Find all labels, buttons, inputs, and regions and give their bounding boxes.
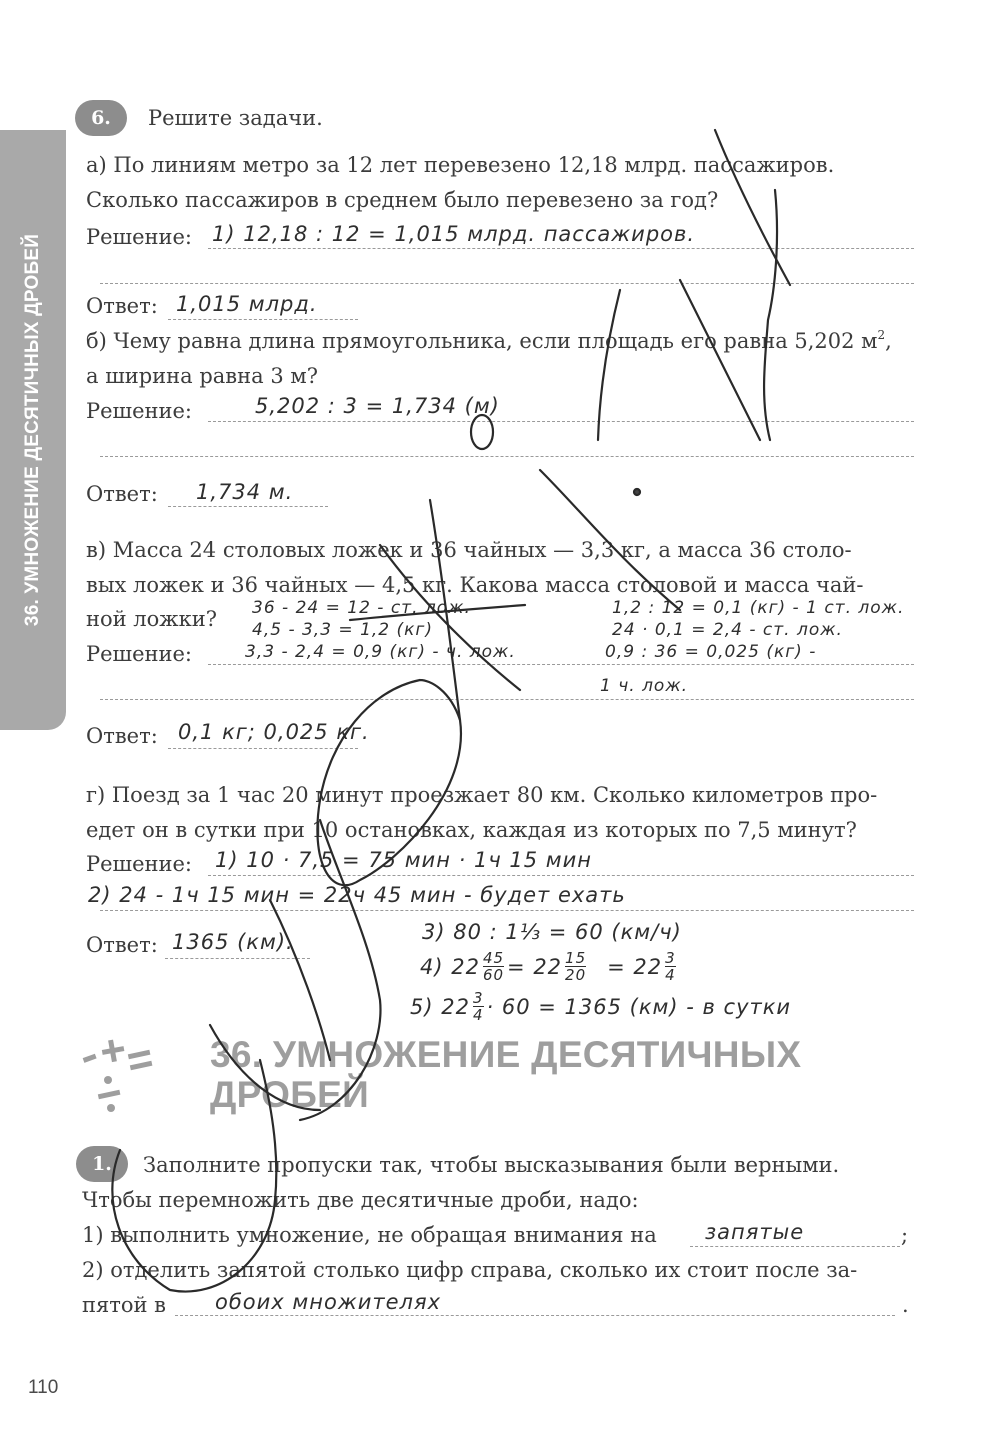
task-v-solution-label: Решение: xyxy=(86,642,193,666)
task-a-line-2: Сколько пассажиров в среднем было перевезено за год? xyxy=(86,188,719,212)
section-title-line-1: 36. УМНОЖЕНИЕ ДЕСЯТИЧНЫХ xyxy=(210,1034,802,1075)
task-b-solution-handwriting: 5,202 : 3 = 1,734 (м) xyxy=(255,394,500,418)
numerator: 15 xyxy=(565,949,587,967)
section-title xyxy=(210,1035,801,1115)
exercise-1-blank-2-handwriting: обоих множителях xyxy=(215,1290,442,1314)
fraction xyxy=(665,950,676,983)
task-v-hand-left-2: 4,5 - 3,3 = 1,2 (кг) xyxy=(252,620,433,640)
task-g-hand-step-3: 3) 80 : 1⅓ = 60 (км/ч) xyxy=(422,920,682,944)
section-title-line-2: ДРОБЕЙ xyxy=(210,1074,369,1115)
page-number: 110 xyxy=(28,1377,59,1398)
chapter-side-tab xyxy=(0,130,66,730)
step-5-rest: · 60 = 1365 (км) - в сутки xyxy=(486,994,792,1019)
numerator: 3 xyxy=(472,989,484,1007)
fraction xyxy=(565,950,586,983)
task-v-hand-left-1: 36 - 24 = 12 - ст. лож. xyxy=(252,598,471,618)
task-a-solution-line-2 xyxy=(100,283,914,284)
exercise-1-line-3: 1) выполнить умножение, не обращая внимания на xyxy=(82,1223,657,1247)
exercise-1-blank-1-handwriting: запятые xyxy=(705,1220,805,1244)
numerator: 45 xyxy=(482,949,505,967)
task-g-answer-label: Ответ: xyxy=(86,933,158,957)
task-b-solution-label: Решение: xyxy=(86,399,193,423)
task-v-answer-handwriting: 0,1 кг; 0,025 кг. xyxy=(178,720,370,744)
task-g-answer-line xyxy=(165,958,310,959)
task-v-solution-line-2 xyxy=(100,699,914,700)
denominator: 4 xyxy=(472,1006,484,1024)
fraction xyxy=(473,990,484,1023)
task-g-answer-handwriting: 1365 (км). xyxy=(172,930,294,954)
step-5-prefix: 5) 22 xyxy=(410,994,470,1019)
task-v-hand-right-2: 24 · 0,1 = 2,4 - ст. лож. xyxy=(612,620,843,640)
task-v-answer-line xyxy=(168,748,358,749)
step-4-mid: = 22 xyxy=(507,954,563,979)
task-v-hand-left-3: 3,3 - 2,4 = 0,9 (кг) - ч. лож. xyxy=(245,642,516,662)
task-g-solution-line-2 xyxy=(100,910,914,911)
task-b-solution-line-2 xyxy=(100,456,914,457)
exercise-1-line-5: пятой в xyxy=(82,1293,166,1317)
denominator: 60 xyxy=(482,966,505,984)
task-a-solution-handwriting: 1) 12,18 : 12 = 1,015 млрд. пассажиров. xyxy=(212,222,696,246)
task-v-hand-right-3: 0,9 : 36 = 0,025 (кг) - xyxy=(605,642,817,662)
numerator: 3 xyxy=(665,949,676,967)
exercise-1-line-5-end: . xyxy=(902,1293,909,1317)
step-4-eq: = 22 xyxy=(607,954,663,979)
task-g-line-2: едет он в сутки при 10 остановках, каждая из которых по 7,5 минут? xyxy=(86,818,857,842)
fraction xyxy=(483,950,504,983)
exercise-1-number-badge: 1. xyxy=(76,1146,128,1182)
task-b-answer-handwriting: 1,734 м. xyxy=(196,480,294,504)
task-a-answer-handwriting: 1,015 млрд. xyxy=(176,292,318,316)
task-v-line-2: вых ложек и 36 чайных — 4,5 кг. Какова масса столовой и масса чай- xyxy=(86,573,864,597)
denominator: 20 xyxy=(565,966,587,984)
task-v-hand-right-1: 1,2 : 12 = 0,1 (кг) - 1 ст. лож. xyxy=(612,598,905,618)
task-g-line-1: г) Поезд за 1 час 20 минут проезжает 80 км. Сколько километров про- xyxy=(86,783,878,807)
task-b-solution-line-1 xyxy=(208,421,914,422)
task-v-line-3: ной ложки? xyxy=(86,607,217,631)
task-a-answer-label: Ответ: xyxy=(86,294,158,318)
task-g-hand-step-5 xyxy=(410,990,791,1023)
exercise-6-number-badge: 6. xyxy=(75,100,127,136)
exercise-1-blank-2-line xyxy=(175,1315,895,1316)
task-v-line-1: в) Масса 24 столовых ложек и 36 чайных — 3,3 кг, а масса 36 столо- xyxy=(86,538,852,562)
task-b-answer-line xyxy=(168,506,328,507)
task-g-solution-line-1 xyxy=(208,875,914,876)
exercise-1-instruction: Заполните пропуски так, чтобы высказывания были верными. xyxy=(143,1153,840,1177)
denominator: 4 xyxy=(665,966,676,984)
exercise-1-line-4: 2) отделить запятой столько цифр справа, сколько их стоит после за- xyxy=(82,1258,858,1282)
exercise-1-blank-1-line xyxy=(690,1246,900,1247)
task-a-line-1: а) По линиям метро за 12 лет перевезено 12,18 млрд. пассажиров. xyxy=(86,153,835,177)
task-v-hand-right-4: 1 ч. лож. xyxy=(600,676,689,696)
task-a-answer-line xyxy=(168,319,358,320)
task-g-hand-step-2: 2) 24 - 1ч 15 мин = 22ч 45 мин - будет ехать xyxy=(88,883,626,907)
squared-superscript: 2 xyxy=(877,328,886,342)
exercise-6-instruction: Решите задачи. xyxy=(148,106,323,130)
step-4-prefix: 4) 22 xyxy=(420,954,480,979)
task-b-line-1-end: , xyxy=(885,329,892,353)
task-g-solution-label: Решение: xyxy=(86,852,193,876)
task-g-hand-step-4 xyxy=(420,950,679,983)
task-b-line-1-text: б) Чему равна длина прямоугольника, если площадь его равна 5,202 м xyxy=(86,329,878,353)
task-g-hand-step-1: 1) 10 · 7,5 = 75 мин · 1ч 15 мин xyxy=(215,848,593,872)
task-v-answer-label: Ответ: xyxy=(86,724,158,748)
chapter-side-tab-label: 36. УМНОЖЕНИЕ ДЕСЯТИЧНЫХ ДРОБЕЙ xyxy=(22,233,43,627)
exercise-1-line-3-end: ; xyxy=(901,1223,909,1247)
task-b-line-2: а ширина равна 3 м? xyxy=(86,364,318,388)
math-operations-icon xyxy=(78,1030,173,1125)
task-a-solution-label: Решение: xyxy=(86,225,193,249)
task-b-answer-label: Ответ: xyxy=(86,482,158,506)
task-v-solution-line-1 xyxy=(208,664,914,665)
task-a-solution-line-1 xyxy=(208,248,914,249)
task-b-line-1 xyxy=(86,328,892,353)
exercise-1-line-2: Чтобы перемножить две десятичные дроби, надо: xyxy=(82,1188,639,1212)
